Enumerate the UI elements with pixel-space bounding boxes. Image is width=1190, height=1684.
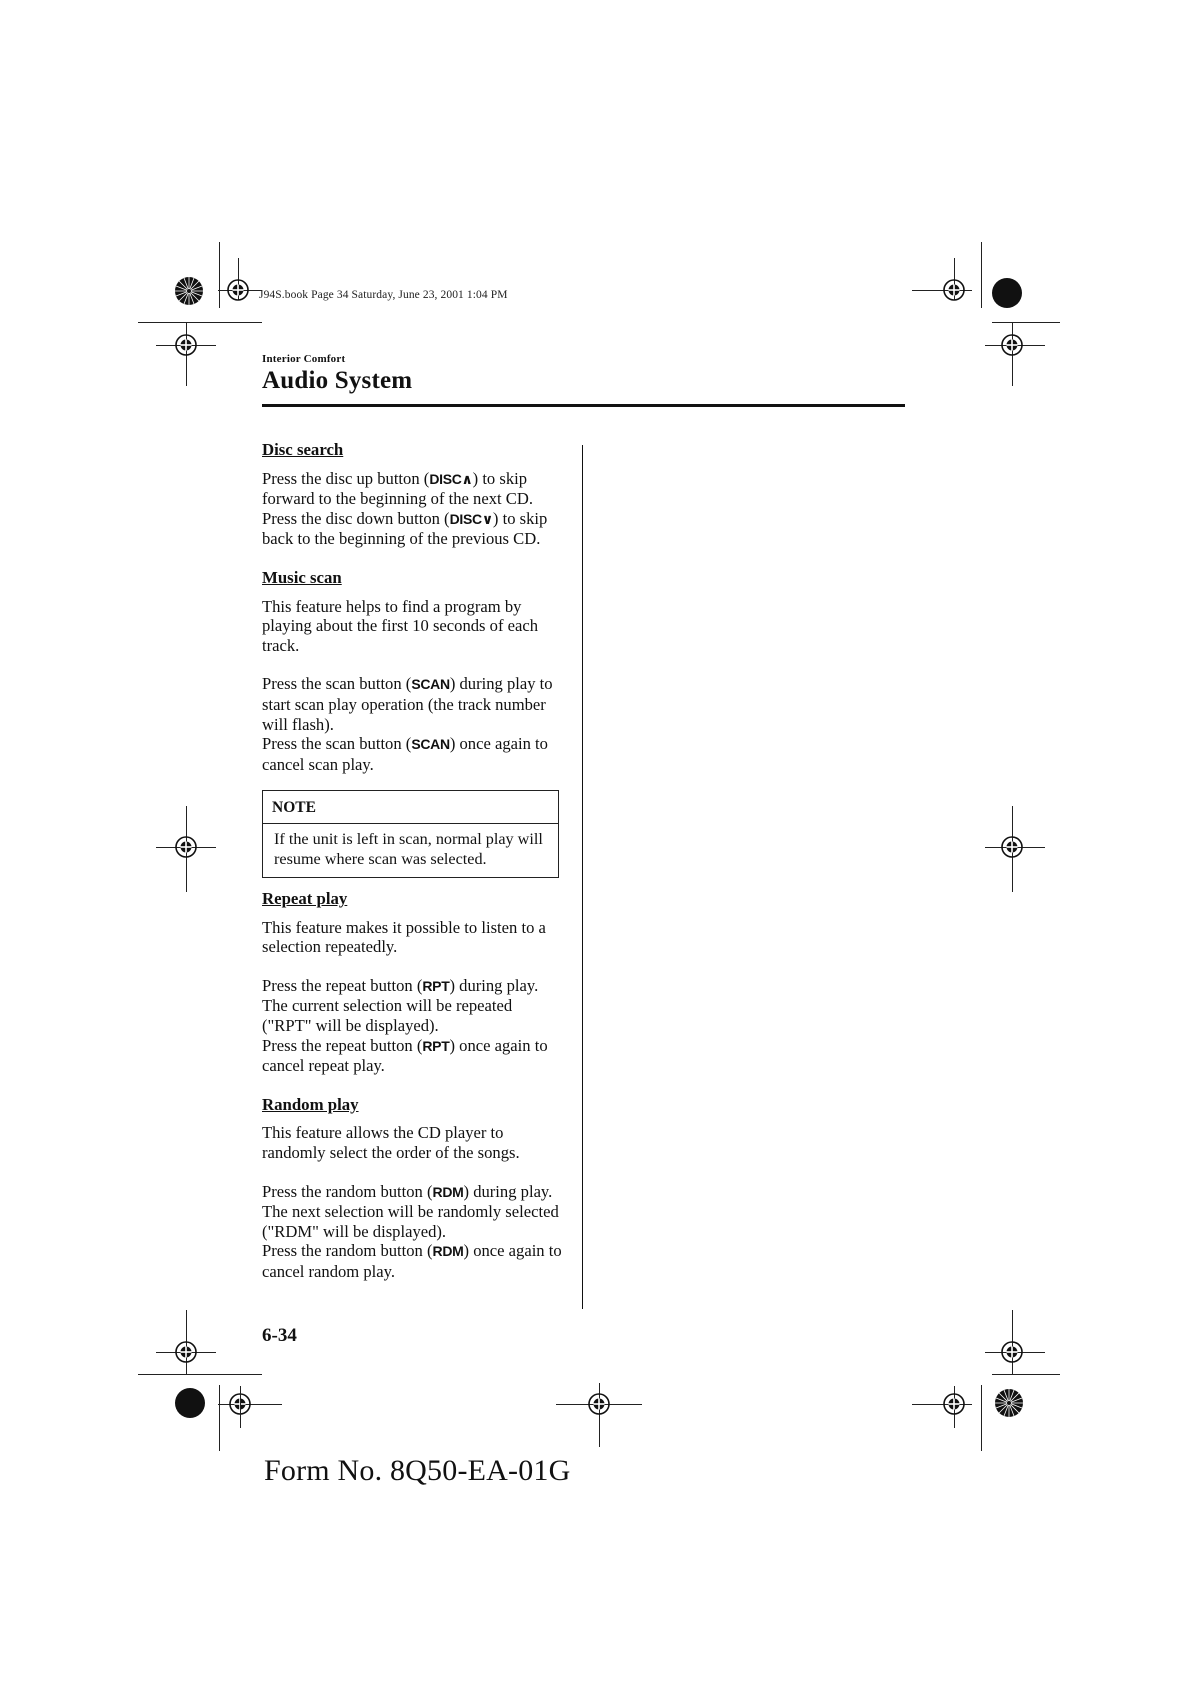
note-label: NOTE	[263, 791, 558, 824]
repeat-play-intro: This feature makes it possible to listen to a selection repeatedly.	[262, 917, 546, 957]
starburst-target-icon	[994, 1388, 1024, 1418]
crop-line	[240, 1386, 241, 1428]
rdm-key: RDM	[432, 1183, 464, 1200]
section-label: Interior Comfort	[262, 353, 346, 365]
crosshair-target-icon	[226, 278, 250, 302]
crop-line	[138, 1374, 262, 1375]
disc-search-text: Press the disc up button (DISC∧) to skip forward to the beginning of the next CD. Press the disc down button (DISC∨) to skip back to the beginning of the previous CD.	[262, 468, 548, 549]
main-column	[262, 440, 562, 1291]
file-info-line: J94S.book Page 34 Saturday, June 23, 2001 1:04 PM	[259, 289, 508, 301]
crop-line	[981, 242, 982, 308]
disc-up-key: DISC∧	[429, 470, 473, 487]
disc-search-heading: Disc search	[262, 440, 344, 459]
crop-line	[219, 1385, 220, 1451]
scan-key: SCAN	[411, 736, 450, 753]
crosshair-target-icon	[174, 835, 198, 859]
repeat-play-text: Press the repeat button (RPT) during play. The current selection will be repeated ("RPT" will be displayed). Press the repeat button (RPT) once again to cancel repeat play.	[262, 975, 548, 1076]
scan-key: SCAN	[411, 676, 450, 693]
crop-line	[219, 242, 220, 308]
title-rule	[262, 404, 905, 407]
solid-dot-icon	[175, 1388, 205, 1418]
rpt-key: RPT	[422, 1037, 450, 1054]
crosshair-target-icon	[1000, 835, 1024, 859]
disc-down-key: DISC∨	[449, 510, 493, 527]
solid-dot-icon	[992, 278, 1022, 308]
crop-line	[992, 322, 1060, 323]
crosshair-target-icon	[1000, 1340, 1024, 1364]
crop-line	[992, 1374, 1060, 1375]
crop-line	[138, 322, 262, 323]
form-number: Form No. 8Q50-EA-01G	[264, 1454, 571, 1487]
music-scan-heading: Music scan	[262, 567, 342, 587]
crosshair-target-icon	[942, 1392, 966, 1416]
random-play-text: Press the random button (RDM) during play. The next selection will be randomly selected ("RDM" will be displayed). Press the random button (RDM) once again to cancel random play.	[262, 1181, 562, 1281]
crosshair-target-icon	[174, 333, 198, 357]
rpt-key: RPT	[422, 977, 450, 994]
note-text: If the unit is left in scan, normal play will resume where scan was selected.	[274, 829, 543, 868]
column-divider	[582, 445, 583, 1309]
repeat-play-heading: Repeat play	[262, 889, 348, 909]
crosshair-target-icon	[587, 1392, 611, 1416]
rdm-key: RDM	[432, 1243, 464, 1260]
music-scan-text: Press the scan button (SCAN) during play to start scan play operation (the track number will flash). Press the scan button (SCAN) once again to cancel scan play.	[262, 674, 553, 774]
crop-line	[981, 1385, 982, 1451]
page-number: 6-34	[262, 1325, 297, 1346]
crosshair-target-icon	[174, 1340, 198, 1364]
music-scan-intro: This feature helps to find a program by playing about the first 10 seconds of each track.	[262, 596, 539, 655]
note-box	[262, 790, 559, 878]
random-play-heading: Random play	[262, 1094, 359, 1114]
starburst-target-icon	[174, 276, 204, 306]
random-play-intro: This feature allows the CD player to randomly select the order of the songs.	[262, 1123, 520, 1163]
crosshair-target-icon	[1000, 333, 1024, 357]
page-title: Audio System	[262, 367, 413, 394]
crosshair-target-icon	[942, 278, 966, 302]
